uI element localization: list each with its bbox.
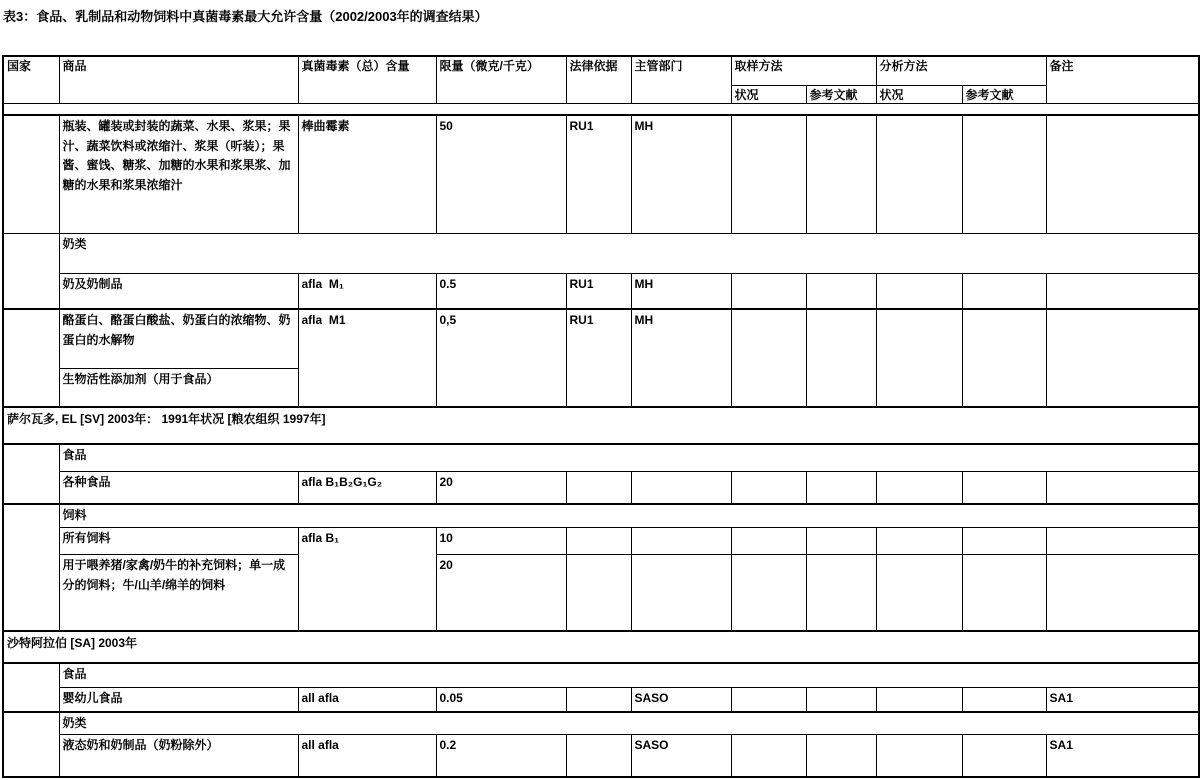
cell-category: 奶类 bbox=[59, 234, 1199, 274]
cell-commodity: 生物活性添加剂（用于食品） bbox=[59, 369, 298, 407]
cell-country bbox=[3, 712, 59, 777]
cell-country bbox=[3, 309, 59, 407]
col-header-sampling-status: 状况 bbox=[731, 85, 806, 104]
cell-department bbox=[631, 528, 731, 555]
cell-analysis-status bbox=[876, 115, 962, 234]
cell-analysis-status bbox=[876, 472, 962, 504]
cell-analysis-reference bbox=[962, 734, 1046, 777]
cell-sampling-status bbox=[731, 555, 806, 631]
col-header-analysis-reference: 参考文献 bbox=[962, 85, 1046, 104]
cell-commodity: 瓶装、罐装或封装的蔬菜、水果、浆果；果汁、蔬菜饮料或浓缩汁、浆果（听装）；果酱、蜜饯、糖浆、加糖的水果和浆果浆、加糖的水果和浆果浓缩汁 bbox=[59, 115, 298, 234]
cell-sampling-reference bbox=[806, 472, 876, 504]
cell-legal-basis bbox=[566, 472, 631, 504]
cell-legal-basis: RU1 bbox=[566, 309, 631, 407]
cell-sampling-reference bbox=[806, 555, 876, 631]
cell-mycotoxin: all afla bbox=[298, 688, 436, 712]
cell-country bbox=[3, 234, 59, 309]
cell-department: SASO bbox=[631, 734, 731, 777]
cell-mycotoxin: afla M₁ bbox=[298, 274, 436, 309]
col-header-sampling-method: 取样方法 bbox=[731, 56, 876, 85]
cell-sampling-status bbox=[731, 274, 806, 309]
section-header-row bbox=[3, 407, 1199, 444]
cell-sampling-status bbox=[731, 115, 806, 234]
table-row bbox=[3, 274, 1199, 309]
table-row bbox=[3, 734, 1199, 777]
cell-analysis-reference bbox=[962, 472, 1046, 504]
cell-department: MH bbox=[631, 115, 731, 234]
cell-limit: 0.05 bbox=[436, 688, 566, 712]
cell-mycotoxin: all afla bbox=[298, 734, 436, 777]
cell-remarks bbox=[1046, 115, 1199, 234]
cell-department: SASO bbox=[631, 688, 731, 712]
table-row bbox=[3, 309, 1199, 369]
cell-country bbox=[3, 444, 59, 504]
category-row bbox=[3, 444, 1199, 472]
separator-cell bbox=[3, 104, 1199, 115]
mycotoxin-limits-table bbox=[2, 55, 1200, 778]
page-title: 表3：食品、乳制品和动物饲料中真菌毒素最大允许含量（2002/2003年的调查结果） bbox=[3, 9, 488, 24]
cell-mycotoxin: afla B₁ bbox=[298, 528, 436, 631]
cell-commodity: 婴幼儿食品 bbox=[59, 688, 298, 712]
cell-sampling-status bbox=[731, 309, 806, 407]
cell-remarks bbox=[1046, 472, 1199, 504]
cell-legal-basis bbox=[566, 688, 631, 712]
cell-sampling-status bbox=[731, 734, 806, 777]
cell-limit: 0,5 bbox=[436, 309, 566, 407]
table-row bbox=[3, 528, 1199, 555]
cell-sampling-status bbox=[731, 688, 806, 712]
cell-commodity: 奶及奶制品 bbox=[59, 274, 298, 309]
cell-country bbox=[3, 504, 59, 631]
cell-sampling-reference bbox=[806, 734, 876, 777]
col-header-analysis-method: 分析方法 bbox=[876, 56, 1046, 85]
cell-analysis-status bbox=[876, 734, 962, 777]
cell-sampling-reference bbox=[806, 688, 876, 712]
cell-legal-basis: RU1 bbox=[566, 115, 631, 234]
col-header-commodity: 商品 bbox=[59, 56, 298, 104]
cell-sampling-reference bbox=[806, 528, 876, 555]
cell-analysis-status bbox=[876, 555, 962, 631]
category-row bbox=[3, 234, 1199, 274]
cell-analysis-status bbox=[876, 274, 962, 309]
cell-analysis-status bbox=[876, 309, 962, 407]
cell-remarks bbox=[1046, 309, 1199, 407]
col-header-country: 国家 bbox=[3, 56, 59, 104]
cell-category: 奶类 bbox=[59, 712, 1199, 734]
table-row bbox=[3, 115, 1199, 234]
cell-category: 饲料 bbox=[59, 504, 1199, 528]
cell-commodity: 液态奶和奶制品（奶粉除外） bbox=[59, 734, 298, 777]
category-row bbox=[3, 712, 1199, 734]
cell-analysis-reference bbox=[962, 274, 1046, 309]
cell-analysis-status bbox=[876, 688, 962, 712]
col-header-limit: 限量（微克/千克） bbox=[436, 56, 566, 104]
category-row bbox=[3, 504, 1199, 528]
col-header-remarks: 备注 bbox=[1046, 56, 1199, 104]
cell-mycotoxin: afla B₁B₂G₁G₂ bbox=[298, 472, 436, 504]
cell-mycotoxin: 棒曲霉素 bbox=[298, 115, 436, 234]
table-row bbox=[3, 472, 1199, 504]
col-header-analysis-status: 状况 bbox=[876, 85, 962, 104]
cell-department bbox=[631, 555, 731, 631]
cell-sampling-reference bbox=[806, 309, 876, 407]
cell-analysis-reference bbox=[962, 115, 1046, 234]
cell-sampling-reference bbox=[806, 274, 876, 309]
cell-remarks bbox=[1046, 555, 1199, 631]
cell-analysis-reference bbox=[962, 309, 1046, 407]
cell-limit: 0.2 bbox=[436, 734, 566, 777]
cell-analysis-status bbox=[876, 528, 962, 555]
cell-legal-basis bbox=[566, 555, 631, 631]
cell-analysis-reference bbox=[962, 555, 1046, 631]
cell-remarks: SA1 bbox=[1046, 688, 1199, 712]
section-header-saudi-arabia: 沙特阿拉伯 [SA] 2003年 bbox=[3, 631, 1199, 663]
cell-limit: 10 bbox=[436, 528, 566, 555]
col-header-legal-basis: 法律依据 bbox=[566, 56, 631, 104]
cell-remarks bbox=[1046, 274, 1199, 309]
section-header-row bbox=[3, 631, 1199, 663]
cell-remarks: SA1 bbox=[1046, 734, 1199, 777]
cell-sampling-status bbox=[731, 472, 806, 504]
cell-department: MH bbox=[631, 274, 731, 309]
section-header-el-salvador: 萨尔瓦多, EL [SV] 2003年： 1991年状况 [粮农组织 1997年] bbox=[3, 407, 1199, 444]
cell-commodity: 各种食品 bbox=[59, 472, 298, 504]
cell-legal-basis bbox=[566, 528, 631, 555]
category-row bbox=[3, 663, 1199, 688]
table-row bbox=[3, 688, 1199, 712]
cell-legal-basis: RU1 bbox=[566, 274, 631, 309]
cell-analysis-reference bbox=[962, 528, 1046, 555]
table-row bbox=[3, 555, 1199, 631]
cell-remarks bbox=[1046, 528, 1199, 555]
cell-limit: 0.5 bbox=[436, 274, 566, 309]
cell-sampling-reference bbox=[806, 115, 876, 234]
cell-mycotoxin: afla M1 bbox=[298, 309, 436, 407]
cell-limit: 20 bbox=[436, 555, 566, 631]
cell-limit: 50 bbox=[436, 115, 566, 234]
separator-row bbox=[3, 104, 1199, 115]
cell-analysis-reference bbox=[962, 688, 1046, 712]
cell-commodity: 所有饲料 bbox=[59, 528, 298, 555]
cell-category: 食品 bbox=[59, 663, 1199, 688]
cell-sampling-status bbox=[731, 528, 806, 555]
col-header-department: 主管部门 bbox=[631, 56, 731, 104]
cell-commodity: 酪蛋白、酪蛋白酸盐、奶蛋白的浓缩物、奶蛋白的水解物 bbox=[59, 309, 298, 369]
cell-commodity: 用于喂养猪/家禽/奶牛的补充饲料；单一成分的饲料；牛/山羊/绵羊的饲料 bbox=[59, 555, 298, 631]
header-row-1 bbox=[3, 56, 1199, 85]
cell-country bbox=[3, 115, 59, 234]
cell-limit: 20 bbox=[436, 472, 566, 504]
cell-country bbox=[3, 663, 59, 712]
cell-department bbox=[631, 472, 731, 504]
col-header-mycotoxin: 真菌毒素（总）含量 bbox=[298, 56, 436, 104]
cell-legal-basis bbox=[566, 734, 631, 777]
cell-category: 食品 bbox=[59, 444, 1199, 472]
cell-department: MH bbox=[631, 309, 731, 407]
col-header-sampling-reference: 参考文献 bbox=[806, 85, 876, 104]
